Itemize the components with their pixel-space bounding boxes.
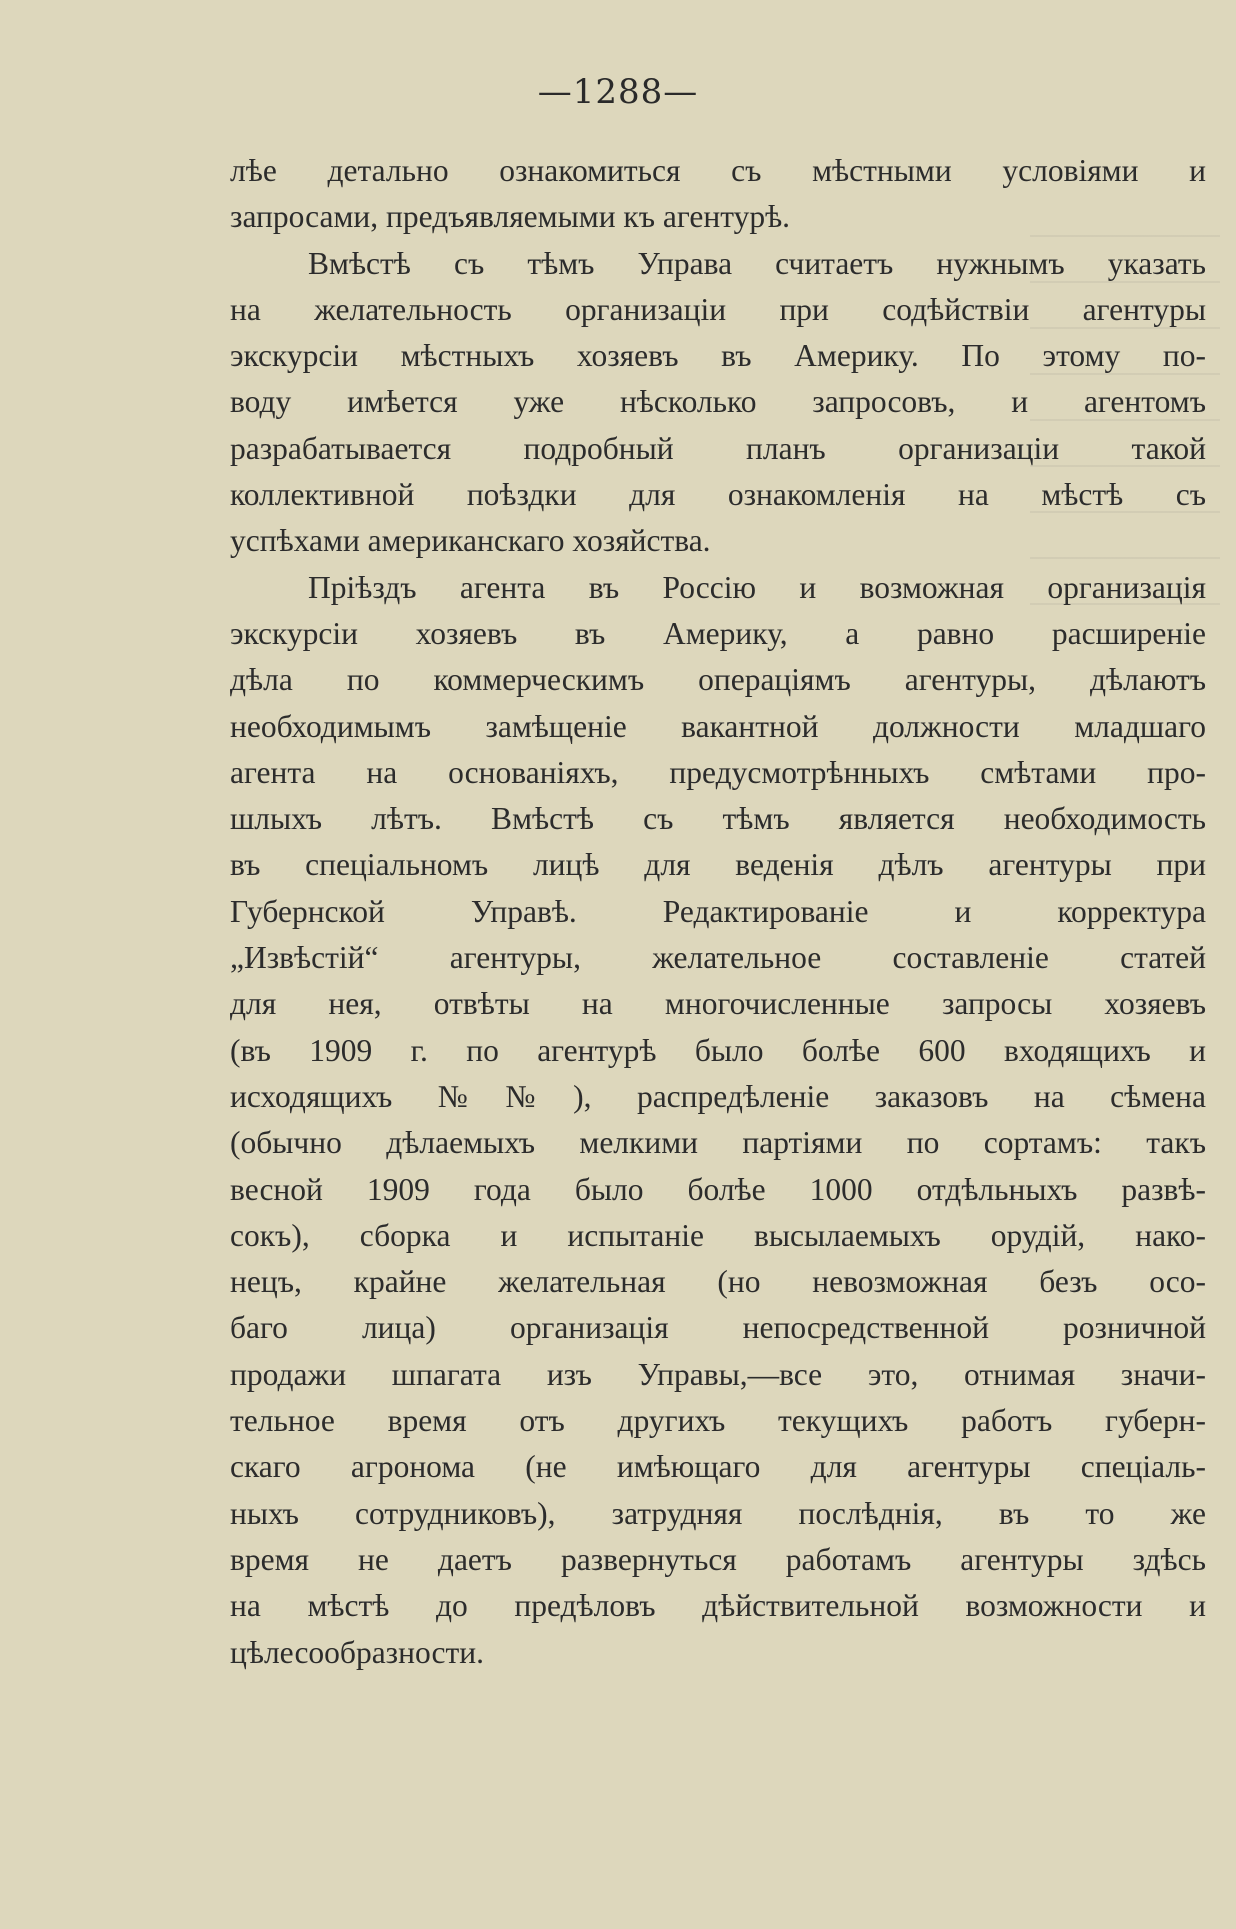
text-line: сокъ), сборка и испытаніе высылаемыхъ орудій, нако- bbox=[230, 1217, 1206, 1253]
text-line: время не даетъ развернуться работамъ агентуры здѣсь bbox=[230, 1541, 1206, 1577]
text-line: экскурсіи мѣстныхъ хозяевъ въ Америку. По этому по- bbox=[230, 338, 1206, 374]
text-line: для нея, отвѣты на многочисленные запросы хозяевъ bbox=[230, 986, 1206, 1022]
text-line: Пріѣздъ агента въ Россію и возможная организація bbox=[308, 569, 1206, 605]
text-line: коллективной поѣздки для ознакомленія на мѣстѣ съ bbox=[230, 477, 1206, 513]
text-line: скаго агронома (не имѣющаго для агентуры спеціаль- bbox=[230, 1449, 1206, 1485]
text-line: весной 1909 года было болѣе 1000 отдѣльныхъ развѣ- bbox=[230, 1171, 1206, 1207]
text-line: дѣла по коммерческимъ операціямъ агентуры, дѣлаютъ bbox=[230, 662, 1206, 698]
text-line: Вмѣстѣ съ тѣмъ Управа считаетъ нужнымъ указать bbox=[308, 245, 1206, 281]
text-line: ныхъ сотрудниковъ), затрудняя послѣднія, въ то же bbox=[230, 1495, 1206, 1531]
page-number: —1288— bbox=[537, 72, 699, 112]
text-line: исходящихъ №№), распредѣленіе заказовъ на сѣмена bbox=[230, 1078, 1206, 1114]
text-line: въ спеціальномъ лицѣ для веденія дѣлъ агентуры при bbox=[230, 847, 1206, 883]
text-line: лѣе детально ознакомиться съ мѣстными условіями и bbox=[230, 153, 1206, 188]
text-line: успѣхами американскаго хозяйства. bbox=[230, 523, 711, 559]
text-line: продажи шпагата изъ Управы,—все это, отнимая значи- bbox=[230, 1356, 1206, 1392]
text-line: экскурсіи хозяевъ въ Америку, а равно расширеніе bbox=[230, 615, 1206, 651]
text-line: необходимымъ замѣщеніе вакантной должности младшаго bbox=[230, 708, 1206, 744]
text-line: воду имѣется уже нѣсколько запросовъ, и агентомъ bbox=[230, 384, 1206, 420]
body-text bbox=[230, 148, 1206, 1676]
text-line: шлыхъ лѣтъ. Вмѣстѣ съ тѣмъ является необходимость bbox=[230, 801, 1206, 837]
text-line: баго лица) организація непосредственной розничной bbox=[230, 1310, 1206, 1346]
text-line: (въ 1909 г. по агентурѣ было болѣе 600 входящихъ и bbox=[230, 1032, 1206, 1068]
text-line: тельное время отъ другихъ текущихъ работъ губерн- bbox=[230, 1403, 1206, 1439]
text-line: агента на основаніяхъ, предусмотрѣнныхъ смѣтами про- bbox=[230, 754, 1206, 790]
text-line: разрабатывается подробный планъ организаціи такой bbox=[230, 430, 1206, 466]
text-line: нецъ, крайне желательная (но невозможная безъ осо- bbox=[230, 1264, 1206, 1300]
text-line: Губернской Управѣ. Редактированіе и корректура bbox=[230, 893, 1206, 929]
text-line: на мѣстѣ до предѣловъ дѣйствительной возможности и bbox=[230, 1588, 1206, 1624]
text-line: „Извѣстій“ агентуры, желательное составленіе статей bbox=[230, 940, 1206, 976]
text-line: цѣлесообразности. bbox=[230, 1634, 484, 1670]
text-line: запросами, предъявляемыми къ агентурѣ. bbox=[230, 199, 791, 235]
text-line: на желательность организаціи при содѣйствіи агентуры bbox=[230, 291, 1206, 327]
text-line: (обычно дѣлаемыхъ мелкими партіями по сортамъ: такъ bbox=[230, 1125, 1206, 1161]
